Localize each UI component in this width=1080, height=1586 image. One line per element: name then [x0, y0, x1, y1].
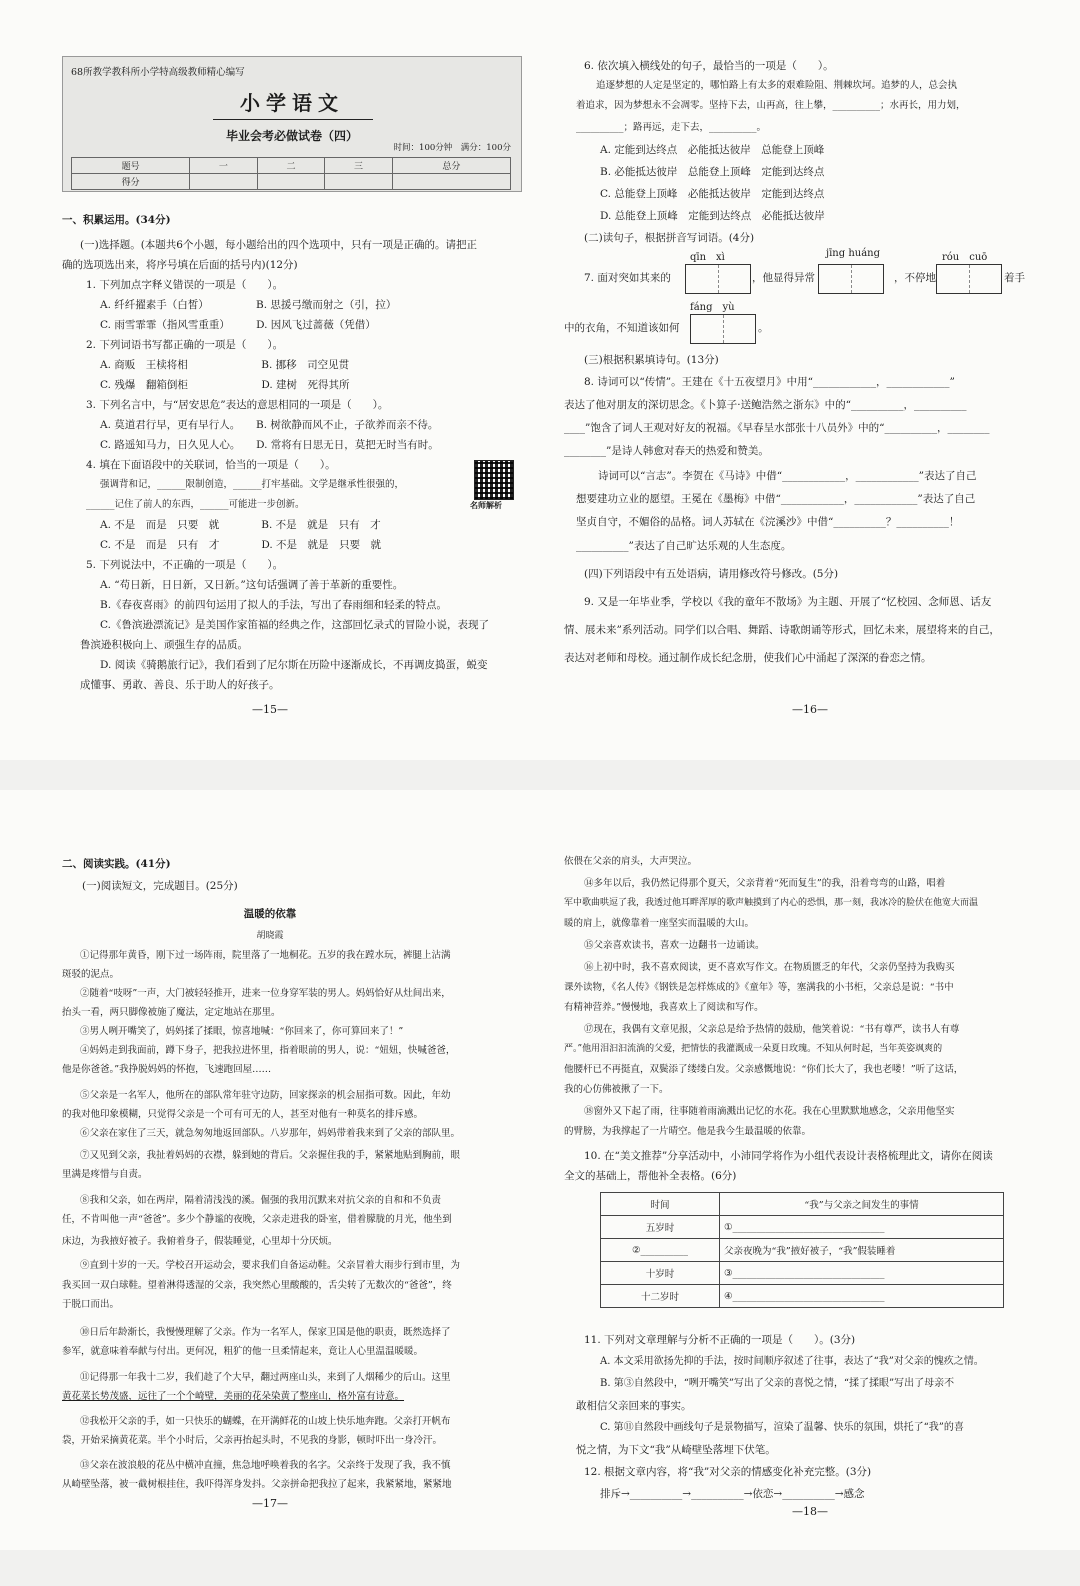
- q7-text: ，不停地: [894, 272, 936, 284]
- answer-blank[interactable]: ④________________________________: [720, 1285, 1004, 1308]
- subsection-heading: (二)读句子，根据拼音写词语。(4分): [584, 232, 755, 244]
- score-table: [71, 157, 511, 190]
- page-gap: [0, 760, 1080, 790]
- option-line: A. “苟日新，日日新，又日新。”这句话强调了善于革新的重要性。: [100, 579, 404, 591]
- article-line: 袋，开始采摘黄花菜。半个小时后，父亲再抬起头时，不见我的身影，顿时吓出一身冷汗。: [62, 1435, 443, 1446]
- question-1: 1. 下列加点字释义错误的一项是（ ）。: [86, 279, 284, 291]
- option-line: 敢相信父亲回来的事实。: [576, 1400, 692, 1412]
- option-line: C. 第⑪自然段中画线句子是景物描写，渲染了温馨、快乐的氛围，烘托了“我”的喜: [600, 1422, 964, 1433]
- score-col-4: 总分: [392, 158, 510, 174]
- article-line: 他是你爸爸。”我挣脱妈妈的怀抱，飞速跑回屋……: [62, 1064, 272, 1075]
- subsection-heading: (四)下列语段中有五处语病，请用修改符号修改。(5分): [584, 568, 839, 580]
- score-cell[interactable]: [257, 174, 325, 190]
- exam-header: [62, 56, 522, 192]
- option-line: 鲁滨逊积极向上、顽强生存的品质。: [80, 639, 248, 651]
- article-line: ⑰现在，我偶有文章见报，父亲总是给予热情的鼓励，他笑着说：“书有尊严，读书人有尊: [584, 1024, 960, 1035]
- text-line: (一)选择题。(本题共6个小题，每小题给出的四个选项中，只有一项是正确的。请把正: [80, 239, 477, 251]
- article-line: ⑭多年以后，我仍然记得那个夏天，父亲背着“死而复生”的我，沿着弯弯的山路，唱着: [584, 878, 946, 889]
- question-5: 5. 下列说法中，不正确的一项是（ ）。: [86, 559, 284, 571]
- article-line: 有精神营养。”慢慢地，我喜欢上了阅读和写作。: [564, 1002, 764, 1013]
- score-col-0: 题号: [72, 158, 190, 174]
- score-cell[interactable]: [392, 174, 510, 190]
- passage-line: 强调背和记，______限制创造，______打牢基础。文学是继承性很强的，: [100, 479, 405, 490]
- page-15: [0, 0, 540, 760]
- pinyin-label: róu cuō: [942, 252, 988, 263]
- option-line: A. 定能到达终点 必能抵达彼岸 总能登上顶峰: [600, 144, 825, 156]
- subsection-heading: (三)根据积累填诗句。(13分): [584, 354, 719, 366]
- option-line: C. 总能登上顶峰 必能抵达彼岸 定能到达终点: [600, 188, 825, 200]
- header-top-line: 68所教学教科所小学特高级教师精心编写: [71, 67, 245, 78]
- article-line: ⑫我松开父亲的手，如一只快乐的蝴蝶，在开满鲜花的山坡上快乐地奔跑。父亲打开帆布: [80, 1416, 451, 1427]
- option-line: A. 商贩 王椟将相 B. 挪移 司空见贯: [100, 359, 350, 371]
- text-line: 确的选项选出来，将序号填在后面的括号内)(12分): [62, 259, 298, 271]
- header-time: 时间：100分钟 满分：100分: [393, 143, 511, 153]
- text-line: 诗词可以“言志”。李贺在《马诗》中借“____________，____________”表达了自己: [598, 470, 977, 482]
- article-line: 课外读物，《名人传》《钢铁是怎样炼成的》《童年》等，塞满我的小书柜，父亲总是说：“书中: [564, 982, 954, 993]
- answer-blank[interactable]: ②__________: [601, 1239, 720, 1262]
- pinyin-label: jīng huáng: [826, 248, 881, 259]
- option-line: A. 不是 而是 只要 就 B. 不是 就是 只有 才: [100, 519, 381, 531]
- answer-table: [600, 1192, 1004, 1308]
- option-line: D. 总能登上顶峰 定能到达终点 必能抵达彼岸: [600, 210, 825, 222]
- section-heading: 一、积累运用。(34分): [62, 214, 171, 226]
- option-line: C. 不是 而是 只有 才 D. 不是 就是 只要 就: [100, 539, 382, 551]
- table-header: “我”与父亲之间发生的事情: [720, 1193, 1004, 1216]
- page-number: —18—: [792, 1505, 828, 1518]
- question-12: 12. 根据文章内容，将“我”对父亲的情感变化补充完整。(3分): [584, 1466, 872, 1478]
- table-cell: 十二岁时: [601, 1285, 720, 1308]
- page-number: —15—: [252, 703, 288, 716]
- table-cell: 父亲夜晚为“我”掖好被子，“我”假装睡着: [720, 1239, 1004, 1262]
- article-line: 暖的肩上，就像靠着一座坚实而温暖的大山。: [564, 918, 755, 929]
- score-row-label: 得分: [72, 174, 190, 190]
- option-line: B. 第③自然段中，“咧开嘴笑”写出了父亲的喜悦之情，“揉了揉眼”写出了母亲不: [600, 1378, 955, 1389]
- text-line: ____”饱含了词人王观对好友的祝福。《早春呈水部张十八员外》中的“__________，________: [564, 422, 990, 434]
- page-18: [540, 790, 1080, 1550]
- underlined-sentence: 黄花菜长势茂盛，远往了一个个崎壁，美丽的花朵染黄了整座山，格外富有诗意。: [62, 1391, 405, 1402]
- option-line: C. 残爆 翻箱倒柜 D. 建树 死得其所: [100, 379, 350, 391]
- table-header: 时间: [601, 1193, 720, 1216]
- article-line: ②随着“吱呀”一声，大门被轻轻推开，进来一位身穿军装的男人。妈妈恰好从灶间出来，: [80, 988, 451, 999]
- article-line: 他腰杆已不再挺直，双鬓添了缕缕白发。父亲感慨地说：“你们长大了，我也老喽！”听了这话，: [564, 1064, 964, 1075]
- q7-text: 着手: [1004, 272, 1025, 284]
- score-col-2: 二: [257, 158, 325, 174]
- article-line: ⑬父亲在波浪般的花丛中横冲直撞，焦急地呼唤着我的名字。父亲终于发现了我，我不慎: [80, 1460, 451, 1471]
- option-line: C. 路遥知马力，日久见人心。 D. 常将有日思无日，莫把无时当有时。: [100, 439, 439, 451]
- article-line: ⑯上初中时，我不喜欢阅读，更不喜欢写作文。在物质匮乏的年代，父亲仍坚持为我购买: [584, 962, 955, 973]
- article-line: ①记得那年黄昏，刚下过一场阵雨，院里落了一地桐花。五岁的我在蹚水玩，裤腿上沾满: [80, 950, 451, 961]
- page-number: —17—: [252, 1497, 288, 1510]
- article-line: 依偎在父亲的肩头，大声哭泣。: [564, 856, 698, 867]
- passage-line: ______记住了前人的东西，______可能进一步创新。: [86, 499, 305, 510]
- page-17: [0, 790, 540, 1550]
- option-line: B.《春夜喜雨》的前四句运用了拟人的手法，写出了春雨细和轻柔的特点。: [100, 599, 448, 611]
- pinyin-label: qīn xì: [690, 252, 725, 263]
- score-cell[interactable]: [190, 174, 258, 190]
- article-line: 于脱口而出。: [62, 1299, 120, 1310]
- option-line: C. 雨雪霏霏（指风雪重重） D. 因风飞过蔷薇（凭借）: [100, 319, 376, 331]
- question-3: 3. 下列名言中，与“居安思危”表达的意思相同的一项是（ ）。: [86, 399, 389, 411]
- text-line: 坚贞自守，不媚俗的品格。词人苏轼在《浣溪沙》中借“__________？__________！: [576, 516, 960, 528]
- answer-grid[interactable]: [818, 264, 884, 294]
- question-6: 6. 依次填入横线处的句子，最恰当的一项是（ ）。: [584, 60, 834, 72]
- text-line: 表达对老师和母校。通过制作成长纪念册，使我们心中涌起了深深的眷恋之情。: [564, 652, 932, 664]
- article-line: ⑮父亲喜欢读书，喜欢一边翻书一边诵读。: [584, 940, 765, 951]
- answer-grid[interactable]: [690, 314, 756, 344]
- article-line: ⑥父亲在家住了三天，就急匆匆地返回部队。八岁那年，妈妈带着我来到了父亲的部队里。: [80, 1128, 461, 1139]
- text-line: 表达了他对朋友的深切思念。《卜算子·送鲍浩然之浙东》中的“__________，__________: [564, 399, 967, 411]
- article-line: ⑩日后年龄渐长，我慢慢理解了父亲。作为一名军人，保家卫国是他的职责，既然选择了: [80, 1327, 451, 1338]
- page-number: —16—: [792, 703, 828, 716]
- pinyin-label: fáng yù: [690, 302, 735, 313]
- passage-line: 着追求，因为梦想永不会凋零。坚持下去，山再高，往上攀，__________；水再长，用力划，: [576, 100, 966, 111]
- answer-blank[interactable]: ①________________________________: [720, 1216, 1004, 1239]
- text-line: 全文的基础上，帮他补全表格。(6分): [564, 1170, 737, 1182]
- option-line: A. 纤纤擢素手（白皙） B. 思援弓缴而射之（引，拉）: [100, 299, 397, 311]
- q7-text: 中的衣角，不知道该如何: [564, 322, 680, 334]
- article-line: 的臂膀，为我撑起了一片晴空。他是我今生最温暖的依靠。: [564, 1126, 812, 1137]
- score-col-3: 三: [325, 158, 393, 174]
- q7-text: 。: [758, 322, 769, 334]
- article-line: ④妈妈走到我面前，蹲下身子，把我拉进怀里，指着眼前的男人，说：“妞妞，快喊爸爸，: [80, 1045, 456, 1056]
- question-8: 8. 诗词可以“传情”。王建在《十五夜望月》中用“____________，____________”: [584, 376, 955, 388]
- answer-grid[interactable]: [936, 264, 1002, 294]
- article-line: ③男人咧开嘴笑了，妈妈揉了揉眼，惊喜地喊：“你回来了，你可算回来了！”: [80, 1026, 404, 1037]
- article-author: 胡晓霞: [256, 931, 284, 941]
- article-line: ⑧我和父亲，如在两岸，隔着清浅浅的溪。倔强的我用沉默来对抗父亲的自和和不负责: [80, 1195, 442, 1206]
- table-cell: 五岁时: [601, 1216, 720, 1239]
- option-line: B. 必能抵达彼岸 总能登上顶峰 定能到达终点: [600, 166, 825, 178]
- text-line: __________”表达了自己旷达乐观的人生态度。: [576, 540, 792, 552]
- article-line: ⑨直到十岁的一天。学校召开运动会，要求我们自备运动鞋。父亲冒着大雨步行到市里，为: [80, 1260, 461, 1271]
- subsection-heading: (一)阅读短文，完成题目。(25分): [82, 880, 238, 892]
- article-line: ⑱窗外又下起了雨，往事随着雨滴溅出记忆的水花。我在心里默默地感念，父亲用他坚实: [584, 1106, 955, 1117]
- question-10: 10. 在“美文推荐”分享活动中，小沛同学将作为小组代表设计表格梳理此文，请你在阅读: [584, 1150, 993, 1162]
- option-line: D. 阅读《骑鹅旅行记》，我们看到了尼尔斯在历险中逐渐成长，不再调皮捣蛋，蜕变: [100, 659, 488, 671]
- article-line: 斑驳的泥点。: [62, 969, 120, 980]
- option-line: A. 莫道君行早，更有早行人。 B. 树欲静而风不止，子欲养而亲不待。: [100, 419, 439, 431]
- header-subtitle: 毕业会考必做试卷（四）: [225, 129, 358, 143]
- article-title: 温暖的依靠: [243, 908, 297, 920]
- article-line: 抬头一看，两只脚像被施了魔法，定定地站在那里。: [62, 1007, 281, 1018]
- emotion-chain[interactable]: 排斥→__________→__________→依恋→__________→感念: [600, 1488, 865, 1500]
- text-line: 想要建功立业的愿望。王冕在《墨梅》中借“____________，____________”表达了自己: [576, 493, 976, 505]
- article-line: 从崎壁坠落，被一截树根挂住，我吓得浑身发抖。父亲拼命把我拉了起来，我紧紧地，紧紧地: [62, 1479, 452, 1490]
- article-line: ⑪记得那一年我十二岁，我们趁了个大早，翻过两座山头，来到了人烟稀少的后山。这里: [80, 1372, 451, 1383]
- option-line: 成懂事、勇敢、善良、乐于助人的好孩子。: [80, 679, 280, 691]
- option-line: C.《鲁滨逊漂流记》是美国作家笛福的经典之作，这部回忆录式的冒险小说，表现了: [100, 619, 489, 631]
- header-title: 小学语文: [240, 91, 344, 115]
- score-cell[interactable]: [325, 174, 393, 190]
- page-16: [540, 0, 1080, 760]
- text-line: ________”是诗人韩愈对春天的热爱和赞美。: [564, 445, 769, 457]
- question-4: 4. 填在下面语段中的关联词，恰当的一项是（ ）。: [86, 459, 336, 471]
- question-2: 2. 下列词语书写都正确的一项是（ ）。: [86, 339, 284, 351]
- table-cell: 十岁时: [601, 1262, 720, 1285]
- answer-grid[interactable]: [685, 264, 751, 294]
- header-rule: [213, 119, 373, 120]
- score-col-1: 一: [190, 158, 258, 174]
- article-line: ⑤父亲是一名军人，他所在的部队常年驻守边防，回家探亲的机会屈指可数。因此，年幼: [80, 1090, 451, 1101]
- article-line: 我的心仿佛被揪了一下。: [564, 1084, 669, 1095]
- article-line: 的我对他印象模糊，只觉得父亲是一个可有可无的人，甚至对他有一种莫名的排斥感。: [62, 1109, 424, 1120]
- article-line: 参军，就意味着奉献与付出。更何况，粗犷的他一旦柔情起来，竟让人心里温温暖暖。: [62, 1346, 424, 1357]
- q7-text: 7. 面对突如其来的: [584, 272, 671, 284]
- text-line: 情、展未来”系列活动。同学们以合唱、舞蹈、诗歌朗诵等形式，回忆未来，展望将来的自己，: [564, 624, 1000, 636]
- qr-code-icon[interactable]: [474, 460, 514, 500]
- answer-blank[interactable]: ③________________________________: [720, 1262, 1004, 1285]
- passage-line: __________；路再远，走下去，__________。: [576, 122, 767, 133]
- q7-text: ，他显得异常: [752, 272, 815, 284]
- question-11: 11. 下列对文章理解与分析不正确的一项是（ ）。(3分): [584, 1334, 856, 1346]
- option-line: A. 本文采用欲扬先抑的手法，按时间顺序叙述了往事，表达了“我”对父亲的愧疚之情。: [600, 1356, 984, 1367]
- article-line: ⑦又见到父亲，我扯着妈妈的衣襟，躲到她的背后。父亲握住我的手，紧紧地贴到胸前，眼: [80, 1150, 461, 1161]
- article-line: 床边，为我掖好被子。我俯着身子，假装睡觉，心里却十分厌烦。: [62, 1236, 338, 1247]
- article-line: 严。”他用泪汩汩流淌的父爱，把情怯的我灌溉成一朵夏日玫瑰。不知从何时起，当年英姿飒爽的: [564, 1044, 943, 1054]
- question-9: 9. 又是一年毕业季，学校以《我的童年不散场》为主题、开展了“忆校园、念师恩、话友: [584, 596, 992, 608]
- section-heading: 二、阅读实践。(41分): [62, 858, 171, 870]
- option-line: 悦之情，为下文“我”从崎壁坠落埋下伏笔。: [576, 1444, 776, 1456]
- article-line: 任，不肯叫他一声“爸爸”。多少个静谧的夜晚，父亲走进我的卧室，借着朦胧的月光，他坐到: [62, 1214, 452, 1225]
- article-line: 里满是疼惜与自责。: [62, 1169, 148, 1180]
- qr-label: 名师解析: [470, 500, 502, 510]
- article-line: 我买回一双白球鞋。望着淋得透湿的父亲，我突然心里酸酸的，舌尖转了无数次的“爸爸”，终: [62, 1280, 452, 1291]
- article-line: 军中歌曲哄逗了我，我透过他耳畔浑厚的歌声触摸到了内心的恐惧，那一刻，我冰冷的脸伏在他宽大而温: [564, 898, 979, 908]
- passage-line: 追逐梦想的人定是坚定的，哪怕路上有太多的艰难险阻、荆棘坎坷。追梦的人，总会执: [596, 80, 958, 91]
